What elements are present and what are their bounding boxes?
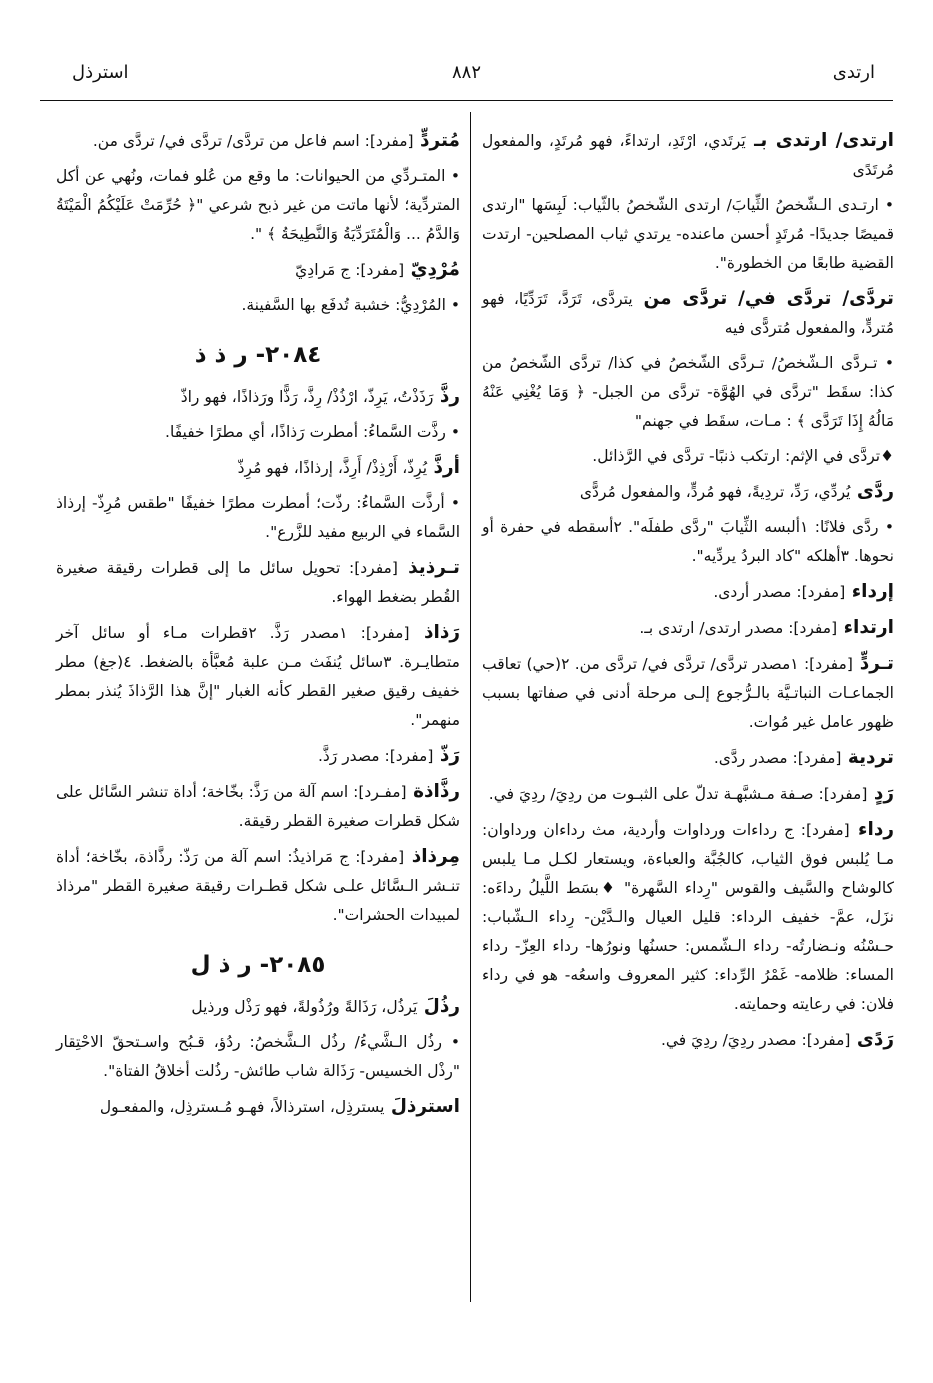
dictionary-entry	[56, 992, 460, 1022]
entry-headword: تـرذيذ	[397, 557, 460, 578]
entry-body: [مفرد]: ج مَرادِيّ	[295, 261, 405, 279]
entry-body: [مفرد]: مصدر ردِيَ/ ردِيَ في.	[660, 1031, 851, 1049]
dictionary-entry	[56, 489, 460, 547]
entry-headword: إرداء	[845, 581, 894, 602]
entry-headword: تردية	[841, 747, 894, 768]
dictionary-entry	[56, 162, 460, 249]
entry-headword: رَدٍ	[867, 783, 894, 804]
dictionary-entry	[482, 1025, 894, 1055]
entry-body: [مفرد]: ١مصدر رَذَّ. ٢قطرات مـاء أو سائل آخر متطايـرة. ٣سائل يُنفَث مـن علبة مُعبَّأة بالضغط. ٤(جغ) مطر خفيف رقيق صغير القطر كأنه الغبار "إنَّ هذا الرَّذاذَ يُنذر بمطر منهمر".	[56, 624, 460, 729]
entry-body: [مفرد]: صـفة مـشبَّهـة تدلّ على الثبـوت من ردِيَ/ ردِيَ في.	[488, 785, 868, 803]
entry-body: رَذَذْتُ، يَرِذّ، ارْذُذْ/ رِذَّ، رَذًّا ورَذاذًا، فهو راذّ	[180, 388, 434, 406]
dictionary-entry	[56, 126, 460, 156]
dictionary-entry	[56, 1092, 460, 1122]
entry-headword: ارتداء	[837, 617, 894, 638]
entry-body: • أرذَّت السَّماءُ: رذّت؛ أمطرت مطرًا خفيفًا "طقس مُرِذّ- إرذاذ السَّماء في الربيع مفيد للزَّرع".	[56, 494, 460, 541]
dictionary-entry	[482, 349, 894, 436]
dictionary-entry	[56, 842, 460, 930]
entry-headword: رذُلَ	[417, 996, 460, 1017]
entry-body: ♦تردَّى في الإثم: ارتكب ذنبًا- تردَّى في الرَّذائل.	[592, 447, 894, 465]
left-column	[56, 126, 460, 1128]
entry-headword: مُرْدِيّ	[404, 259, 460, 280]
dictionary-entry	[482, 284, 894, 343]
dictionary-entry	[56, 553, 460, 612]
entry-body: [مفرد]: ١مصدر تردَّى/ تردَّى في/ تردَّى من. ٢(حي) تعاقب الجماعـات النباتـيَّة بالـرُّجوع إلـى مرحلة أدنى في صفاتها بسبب ظهور عامل غير مُوات.	[482, 655, 894, 731]
entry-body: يسترذِل، استرذالاً، فهـو مُـسترذِل، والمفعـول	[99, 1098, 385, 1116]
entry-headword: أرذَّ	[427, 457, 460, 478]
entry-headword: ردَّى	[850, 481, 894, 502]
entry-body: [مفرد]: ج مَراذيذُ: اسم آلة من رَذّ: رذَّاذة، بخّاخة؛ أداة تنـشر الـسَّائل علـى شكل قطـرات رقيقة صغيرة القطر "مرذاذ لمبيدات الحشرات".	[56, 848, 460, 924]
dictionary-entry	[482, 649, 894, 737]
entry-headword: رَدًى	[850, 1029, 894, 1050]
entry-body: • ارتـدى الـشّخصُ الثِّيابَ/ ارتدى الشّخصُ بالثّياب: لَبِسَها "ارتدى قميصًا جديدًا- مُرتَدٍ أحسن ماعنده- يرتدي ثياب المصلحين- ارتدت القضية طابعًا من الخطورة".	[482, 196, 894, 272]
entry-body: [مفرد]: مصدر ردَّى.	[713, 749, 842, 767]
entry-body: • المُرْدِيُّ: خشبة تُدفَع بها السَّفينة.	[241, 296, 460, 314]
entry-headword: مُتردٍّ	[413, 130, 460, 151]
entry-body: • المتـردِّي من الحيوانات: ما وقع من عُلو فمات، ونُهي عن أكل المتردِّية؛ لأنها ماتت من غير ذبح شرعي "﴿ حُرِّمَتْ عَلَيْكُمُ الْمَيْتَةُ وَالدَّمُ ... وَالْمُتَرَدِّيَةُ وَالنَّطِيحَةُ ﴾ ".	[56, 167, 460, 243]
entry-body: • رذَّت السَّماءُ: أمطرت رَذاذًا، أي مطرًا خفيفًا.	[165, 423, 460, 441]
dictionary-entry	[56, 618, 460, 735]
dictionary-entry	[482, 613, 894, 643]
entry-headword: تـردٍّ	[852, 653, 894, 674]
header-right-word: ارتدى	[832, 62, 875, 83]
header-rule	[40, 100, 893, 101]
dictionary-entry	[482, 513, 894, 571]
entry-headword: ارتدى/ ارتدى بـ	[745, 130, 894, 151]
dictionary-entry	[56, 741, 460, 771]
dictionary-entry	[56, 418, 460, 447]
entry-body: • ردَّى فلانًا: ١ألبسه الثِّيابَ "ردَّى طفلَه". ٢أسقطه في حفرة أو نحوها. ٣أهلكه "كاد البردُ يردِّيه".	[482, 518, 895, 565]
entry-body: [مفرد]: ج رداءات ورداوات وأردية، مث رداءان ورداوان: مـا يُلبس فوق الثياب، كالجُبَّة والعباءة، ويستعار لكـل مـا يلبس كالوشاح والسَّيف والقوس "رِداء السَّهرة" ♦بسَط اللَّيلُ رداءَه: نزَل، عمَّ- خفيف الرداء: قليل العيال والـدَّيْن- رِداء الـشّباب: حـسْنُه ونـضارتُه- رداء الـشّمس: حسنُها ونورُها- رداء العِزّ- رداء المساء: ظلامه- غَمْرُ الرِّداء: كثير المعروف واسعُه- هو في رداء فلان: في رعايته وحمايته.	[482, 821, 894, 1013]
page-number: ٨٨٢	[451, 62, 481, 83]
dictionary-entry	[482, 126, 894, 185]
entry-body: [مفرد]: تحويل سائل ما إلى قطرات رقيقة صغيرة القُطر بضغط الهواء.	[56, 559, 460, 606]
dictionary-entry	[482, 743, 894, 773]
dictionary-entry	[56, 291, 460, 320]
entry-headword: استرذلَ	[384, 1096, 460, 1117]
column-divider	[470, 112, 471, 1302]
right-column	[482, 126, 894, 1061]
header-left-word: استرذل	[72, 62, 129, 83]
dictionary-entry	[56, 255, 460, 285]
dictionary-entry	[56, 777, 460, 836]
dictionary-entry	[482, 477, 894, 507]
dictionary-entry	[56, 453, 460, 483]
entry-body: يتردَّى، تَرَدَّ، تَرَدِّيًا، فهو مُتردٍّ، والمفعول مُتردًّى فيه	[482, 290, 894, 337]
entry-body: • رذُل الـشَّيءُ/ رذُل الـشَّخصُ: ردُؤ، قـبُح واسـتحقّ الاحْتِقار "رذْل الخسيس- رَذَالة شاب طائش- رذُلت أخلاقُ الفتاة".	[56, 1033, 460, 1080]
entry-body: [مفرد]: مصدر ارتدى/ ارتدى بـ.	[639, 619, 838, 637]
entry-headword: تردَّى/ تردَّى في/ تردَّى من	[632, 288, 894, 309]
entry-headword: مِرذاذ	[404, 846, 461, 867]
dictionary-entry	[482, 191, 894, 278]
entry-headword: رذَّ	[433, 386, 460, 407]
entry-headword: رداء	[849, 819, 894, 840]
entry-body: • تـردَّى الـشّخصُ/ تـردَّى الشّخصُ في كذا/ تردَّى الشّخصُ من كذا: سقَط "تردَّى في الهُوَّة- تردَّى من الجبل- ﴿ وَمَا يُغْنِي عَنْهُ مَالُهُ إِذَا تَرَدَّى ﴾ : مـات، سقَط في جهنم"	[482, 354, 894, 430]
dictionary-entry	[482, 577, 894, 607]
dictionary-entry	[482, 442, 894, 471]
entry-body: يَرذُل، رَذَالةً ورُذُولةً، فهو رَذْل ورذيل	[191, 998, 418, 1016]
entry-headword: رذَّاذة	[406, 781, 460, 802]
entry-body: [مفـرد]: اسم آلة من رَذَّ: بخّاخة؛ أداة تنشر السَّائل على شكل قطرات صغيرة القطر رقيقة.	[56, 783, 460, 830]
dictionary-entry	[56, 1028, 460, 1086]
entry-body: [مفرد]: اسم فاعل من تردَّى/ تردَّى في/ تردَّى من.	[92, 132, 414, 150]
entry-body: يُردِّي، رَدِّ، تردِيةً، فهو مُردٍّ، والمفعول مُردًّى	[579, 483, 851, 501]
entry-body: يَرتَدي، ارْتَدِ، ارتداءً، فهو مُرتَدٍ، والمفعول مُرتَدًى	[482, 132, 894, 179]
dictionary-entry	[482, 779, 894, 809]
section-heading: ٢٠٨٥- ر ذ ل	[190, 952, 326, 978]
dictionary-entry	[56, 382, 460, 412]
entry-body: [مفرد]: مصدر أردى.	[713, 583, 846, 601]
entry-headword: رَذاذ	[409, 622, 460, 643]
entry-body: [مفرد]: مصدر رَذَّ.	[317, 747, 434, 765]
entry-body: يُرِذّ، أَرْذِذْ/ أَرِذَّ، إرذاذًا، فهو مُرِذّ	[237, 459, 428, 477]
dictionary-entry	[482, 815, 894, 1019]
section-heading: ٢٠٨٤- ر ذ ذ	[194, 342, 322, 368]
entry-headword: رَذّ	[433, 745, 460, 766]
